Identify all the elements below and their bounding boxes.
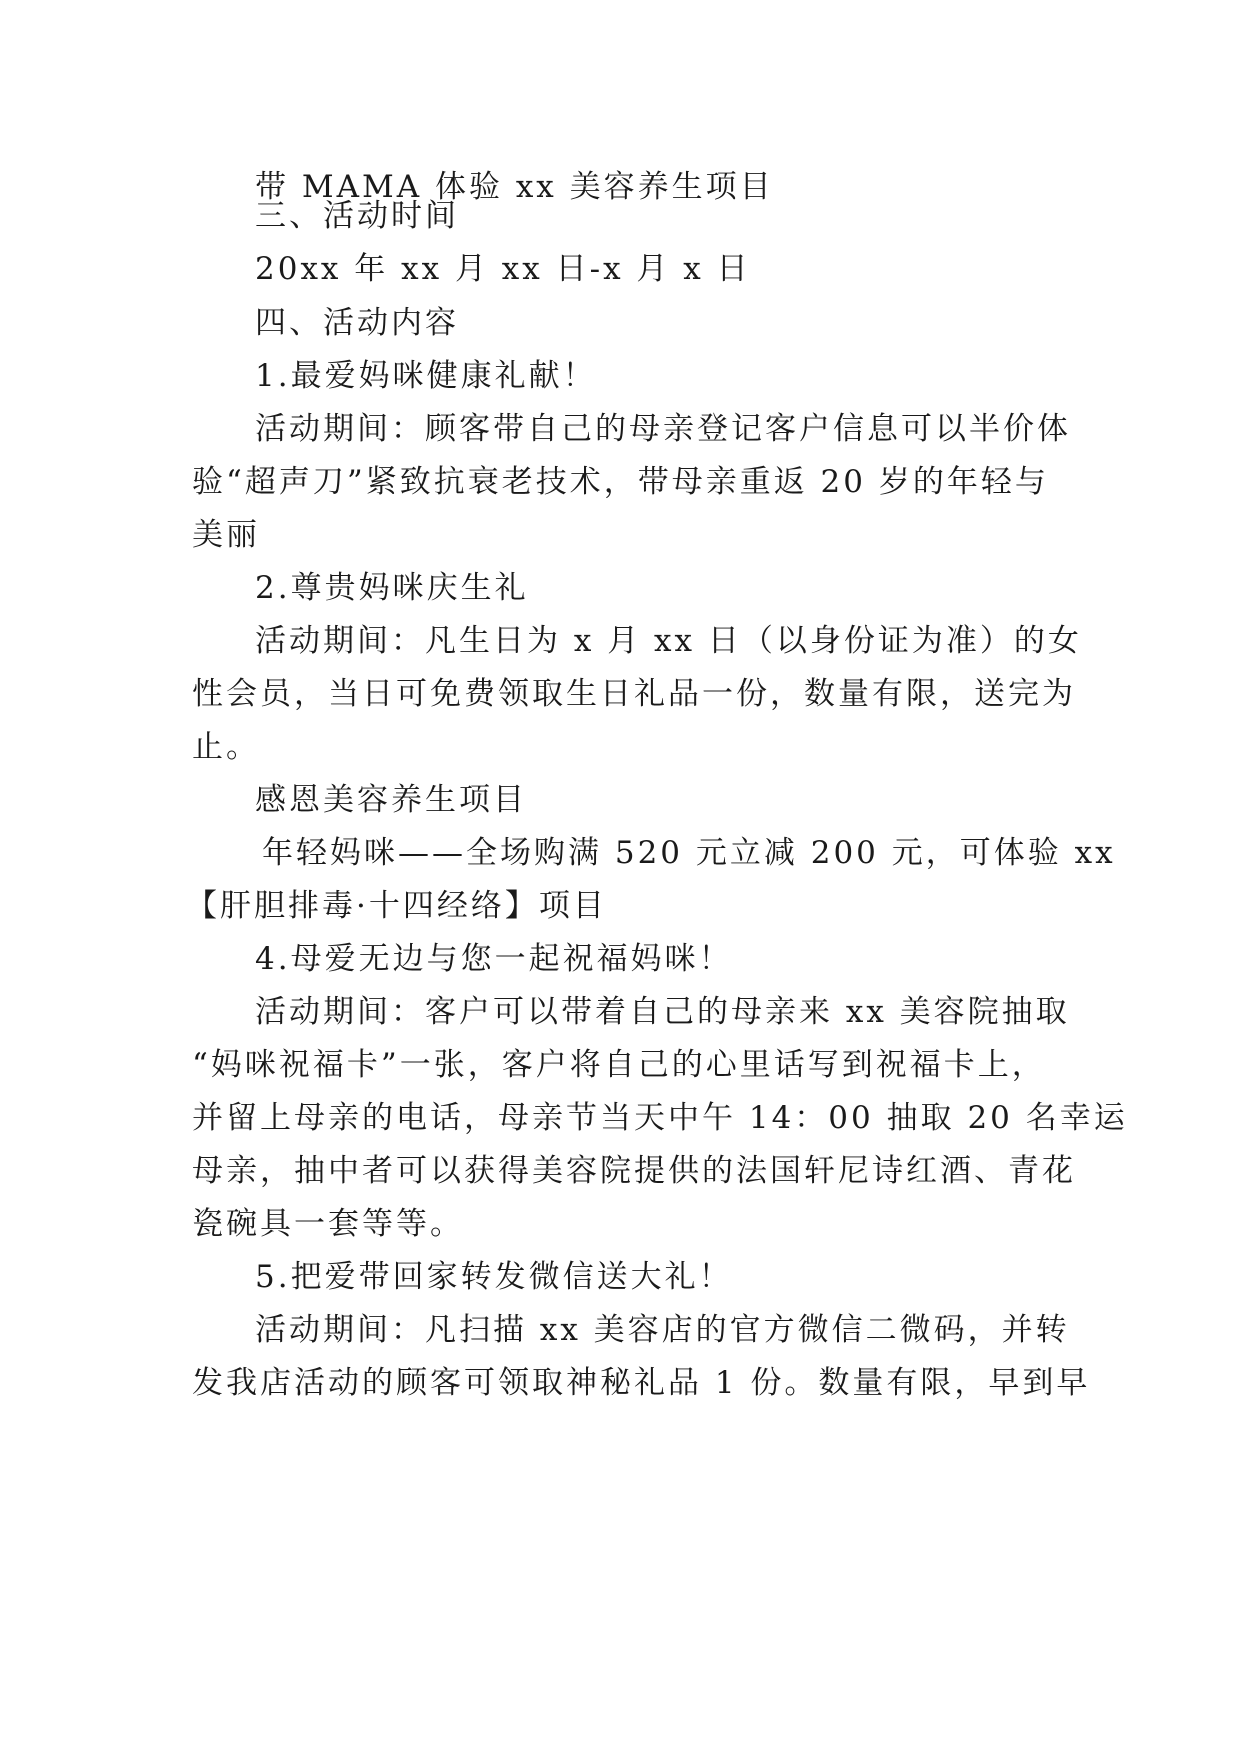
text-line: 美丽 [192,517,260,553]
text-line: 并留上母亲的电话，母亲节当天中午 14：00 抽取 20 名幸运 [192,1100,1128,1136]
text-line: 20xx 年 xx 月 xx 日-x 月 x 日 [255,251,751,287]
text-line: 性会员，当日可免费领取生日礼品一份，数量有限，送完为 [192,676,1076,712]
item-heading: 2.尊贵妈咪庆生礼 [255,570,529,606]
text-line: 发我店活动的顾客可领取神秘礼品 1 份。数量有限，早到早 [192,1365,1091,1401]
text-line: 活动期间：顾客带自己的母亲登记客户信息可以半价体 [255,411,1071,447]
text-line: 年轻妈咪——全场购满 520 元立减 200 元，可体验 xx [262,835,1116,871]
item-heading: 1.最爱妈咪健康礼献！ [255,358,597,394]
text-line: 活动期间：凡扫描 xx 美容店的官方微信二微码，并转 [255,1312,1070,1348]
text-line: 带 MAMA 体验 xx 美容养生项目 [255,169,774,205]
section-heading: 四、活动内容 [255,305,459,341]
item-heading: 4.母爱无边与您一起祝福妈咪！ [255,941,733,977]
section-heading: 三、活动时间 [255,198,459,234]
text-line: 【肝胆排毒·十四经络】项目 [186,888,607,924]
item-heading: 5.把爱带回家转发微信送大礼！ [255,1259,733,1295]
text-line: 止。 [192,729,260,765]
text-line: 验“超声刀”紧致抗衰老技术，带母亲重返 20 岁的年轻与 [192,464,1049,500]
text-line: “妈咪祝福卡”一张，客户将自己的心里话写到祝福卡上， [192,1047,1046,1083]
text-line: 母亲，抽中者可以获得美容院提供的法国轩尼诗红酒、青花 [192,1153,1076,1189]
text-line: 活动期间：客户可以带着自己的母亲来 xx 美容院抽取 [255,994,1070,1030]
item-heading: 感恩美容养生项目 [255,782,527,818]
text-line: 瓷碗具一套等等。 [192,1206,464,1242]
text-line: 活动期间：凡生日为 x 月 xx 日（以身份证为准）的女 [255,623,1082,659]
